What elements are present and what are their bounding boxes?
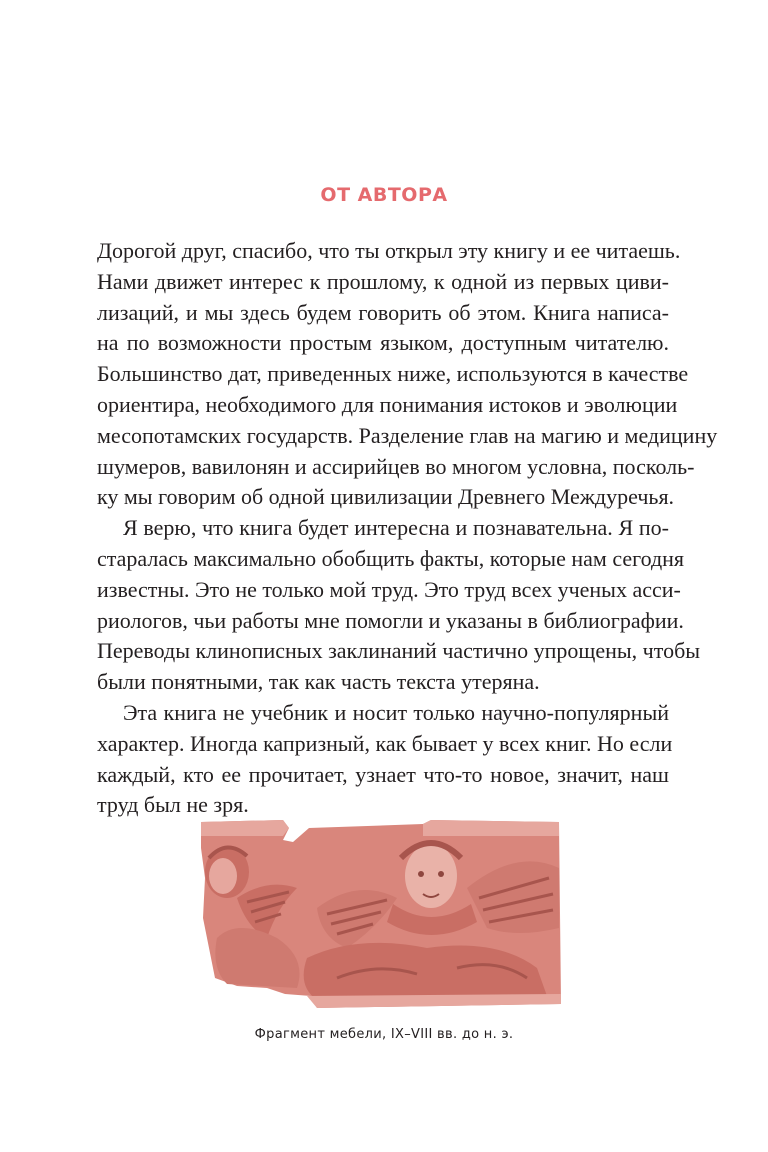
text-line: известны. Это не только мой труд. Это труд всех ученых асси- bbox=[97, 576, 681, 602]
paragraph-3 bbox=[97, 698, 673, 821]
text-line: лизаций, и мы здесь будем говорить об этом. Книга написа- bbox=[97, 299, 669, 325]
chapter-heading: ОТ АВТОРА bbox=[320, 184, 448, 206]
text-line: Большинство дат, приведенных ниже, используются в качестве bbox=[97, 361, 689, 387]
text-line: были понятными, так как часть текста утеряна. bbox=[97, 669, 540, 695]
text-line: месопотамских государств. Разделение глав на магию и медицину bbox=[97, 422, 718, 448]
text-line: ку мы говорим об одной цивилизации Древнего Междуречья. bbox=[97, 484, 675, 510]
furniture-fragment-image bbox=[197, 818, 563, 1014]
paragraph-2 bbox=[97, 513, 701, 698]
text-line: труд был не зря. bbox=[97, 792, 249, 818]
text-line: шумеров, вавилонян и ассирийцев во многом условна, посколь- bbox=[97, 453, 695, 479]
text-line: Переводы клинописных заклинаний частично упрощены, чтобы bbox=[97, 638, 701, 664]
text-line: каждый, кто ее прочитает, узнает что-то новое, значит, наш bbox=[97, 761, 669, 787]
paragraph-1 bbox=[97, 236, 718, 513]
text-line: Я верю, что книга будет интересна и познавательна. Я по- bbox=[123, 515, 669, 541]
text-line: характер. Иногда капризный, как бывает у всех книг. Но если bbox=[97, 730, 673, 756]
figure-caption: Фрагмент мебели, IX–VIII вв. до н. э. bbox=[254, 1027, 514, 1042]
text-line: старалась максимально обобщить факты, которые нам сегодня bbox=[97, 545, 685, 571]
text-line: ориентира, необходимого для понимания истоков и эволюции bbox=[97, 391, 678, 417]
text-line: на по возможности простым языком, доступным читателю. bbox=[97, 330, 669, 356]
text-line: Дорогой друг, спасибо, что ты открыл эту книгу и ее читаешь. bbox=[97, 238, 681, 263]
text-line: Эта книга не учебник и носит только научно-популярный bbox=[123, 699, 669, 725]
body-text bbox=[97, 236, 718, 821]
text-line: риологов, чьи работы мне помогли и указаны в библиографии. bbox=[97, 607, 684, 633]
text-line: Нами движет интерес к прошлому, к одной из первых циви- bbox=[97, 268, 669, 294]
sphinx-relief-illustration bbox=[197, 818, 563, 1014]
